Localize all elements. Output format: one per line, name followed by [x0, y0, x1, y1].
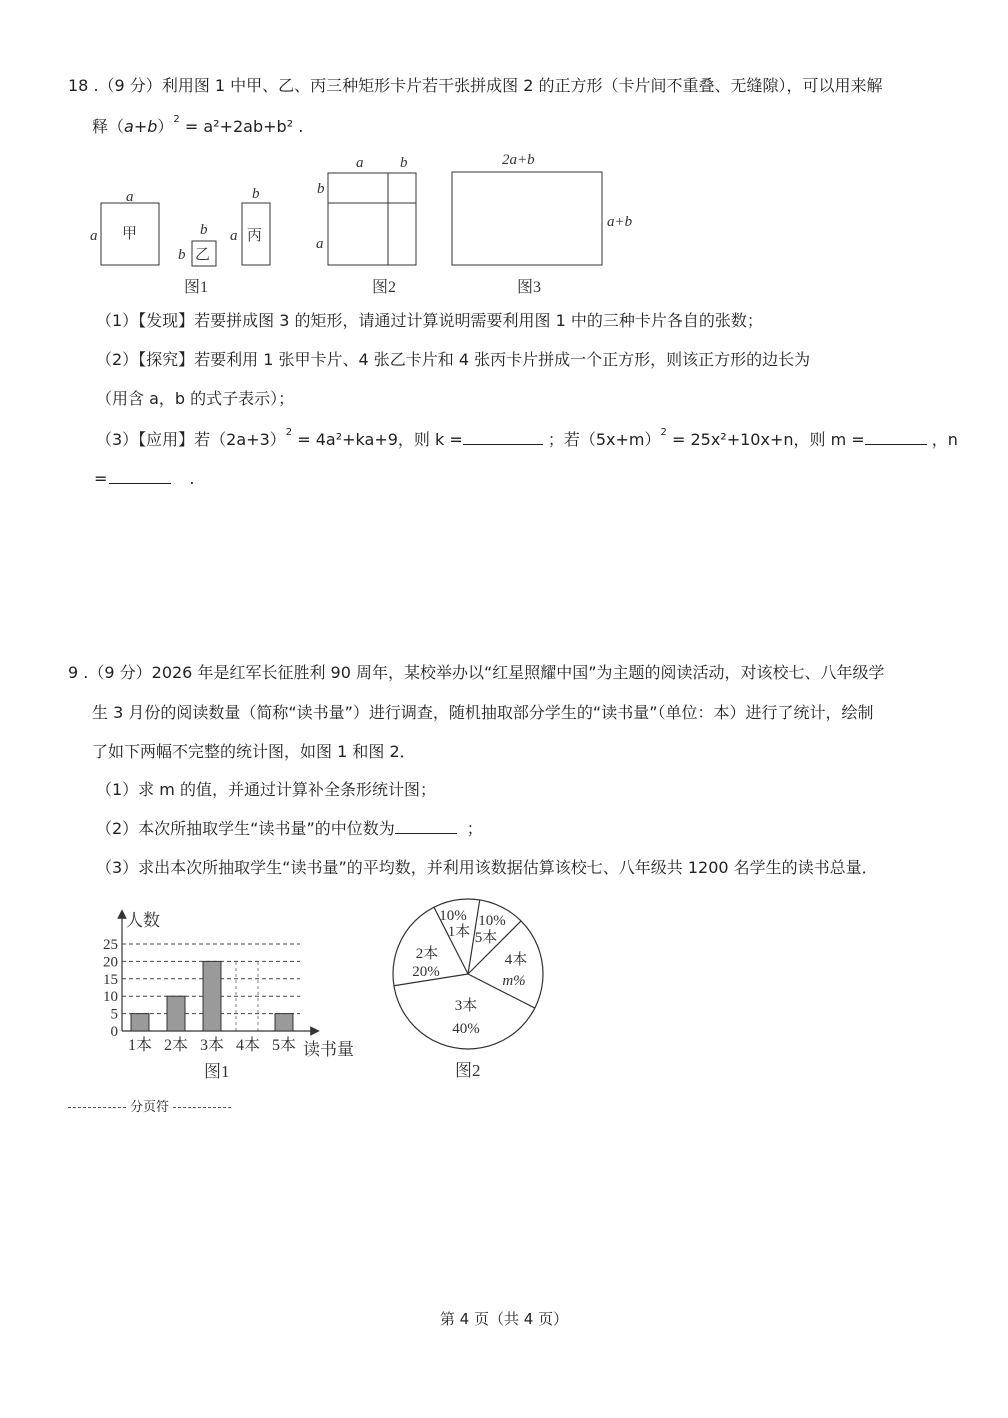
- bar-2: [167, 996, 185, 1031]
- q18-identity-lhs: a+b: [124, 117, 158, 136]
- answer-blank-m[interactable]: [865, 430, 927, 445]
- bar-xtick-label: 2本: [163, 1037, 189, 1054]
- q18-number: 18: [68, 76, 89, 95]
- q19-points: （9 分）: [88, 663, 152, 682]
- fig1-yi-top-b: b: [200, 222, 208, 238]
- q18-part1: （1）【发现】若要拼成图 3 的矩形，请通过计算说明需要利用图 1 中的三种卡片各自的张数；: [96, 311, 763, 330]
- fig2-square: [316, 155, 416, 265]
- answer-blank-n[interactable]: [109, 469, 171, 484]
- pie-label-1-pct: 10%: [439, 908, 467, 924]
- q18-p3-b: = 4a²+ka+9，则 k =: [297, 430, 463, 449]
- fig1-card-jia: [90, 189, 159, 265]
- q18-p3-f: =: [94, 469, 108, 488]
- q18-explain-prefix: 释（: [92, 117, 125, 136]
- fig3-rectangle: [452, 152, 633, 265]
- q18-points: （9 分）: [98, 76, 162, 95]
- pie-label-4-name: 4本: [504, 952, 528, 968]
- page-break-text: 分页符: [130, 1100, 170, 1115]
- q19-part1: （1）求 m 的值，并通过计算补全条形统计图；: [96, 780, 436, 799]
- fig2-top-a: a: [356, 155, 364, 171]
- q19-number: 9: [68, 663, 79, 682]
- q19-part3: （3）求出本次所抽取学生“读书量”的平均数，并利用该数据估算该校七、八年级共 1200 名学生的读书总量．: [96, 858, 878, 877]
- q19-line3: 了如下两幅不完整的统计图，如图 1 和图 2．: [92, 742, 416, 761]
- q18-p3-c: ；若（5x+m）: [547, 430, 661, 449]
- pie-label-2-name: 2本: [415, 946, 439, 962]
- bar-caption: 图1: [204, 1062, 230, 1081]
- q19-line1: 9 .（9 分）2026 年是红军长征胜利 90 周年，某校举办以“红星照耀中国”为主题的阅读活动，对该校七、八年级学: [68, 663, 885, 682]
- bar-xtick-label: 5本: [271, 1037, 297, 1054]
- pie-label-2-pct: 20%: [412, 964, 440, 980]
- pie-label-5-name: 5本: [474, 930, 498, 946]
- fig1-top-a: a: [126, 189, 134, 205]
- fig1-yi-side-b: b: [178, 247, 186, 263]
- bar-xtick-label: 3本: [199, 1037, 225, 1054]
- q18-stem: 利用图 1 中甲、乙、丙三种矩形卡片若干张拼成图 2 的正方形（卡片间不重叠、无缝隙），可以用来解: [161, 76, 883, 95]
- q18-part3-line2: [94, 469, 195, 489]
- q19-part2: [96, 819, 483, 839]
- q18-identity-rhs: = a²+2ab+b² .: [184, 117, 304, 136]
- fig2-top-b: b: [400, 155, 408, 171]
- bar-ylabel: 人数: [126, 911, 160, 930]
- fig2-side-a: a: [316, 236, 324, 252]
- fig3-caption: 图3: [517, 279, 542, 296]
- q18-figures: [80, 148, 660, 298]
- q18-p3-g: .: [189, 469, 195, 488]
- bar-ytick-label: 5: [110, 1006, 118, 1023]
- bar-xtick-label: 4本: [235, 1037, 261, 1054]
- pie-label-4-pct: m%: [502, 973, 526, 989]
- fig1-bing-side-a: a: [230, 228, 238, 244]
- bar-ytick-label: 25: [103, 937, 118, 953]
- fig1-card-yi: [178, 222, 216, 266]
- q18-p3-a: （3）【应用】若（2a+3）: [96, 430, 286, 449]
- bar-ytick-label: 0: [110, 1024, 118, 1040]
- q18-stem-line1: 18 .（9 分）利用图 1 中甲、乙、丙三种矩形卡片若干张拼成图 2 的正方形（卡片间不重叠、无缝隙），可以用来解: [68, 76, 883, 95]
- q18-stem-line2: 释$(a+b)^2 = a^2+2ab+b^2$ .: [92, 114, 304, 136]
- bar-1: [131, 1014, 149, 1031]
- q18-part2-line1: （2）【探究】若要利用 1 张甲卡片、4 张乙卡片和 4 张丙卡片拼成一个正方形，则该正方形的边长为: [96, 350, 811, 369]
- q19-stem-1: 2026 年是红军长征胜利 90 周年，某校举办以“红星照耀中国”为主题的阅读活动，对该校七、八年级学: [151, 663, 885, 682]
- fig1-yi-text: 乙: [195, 247, 211, 263]
- answer-blank-median[interactable]: [395, 819, 457, 834]
- bar-ytick-label: 10: [103, 989, 118, 1006]
- bar-3: [203, 961, 221, 1031]
- fig1-jia-text: 甲: [122, 226, 138, 242]
- bar-xlabel: 读书量: [303, 1040, 354, 1059]
- q18-part2-line2: （用含 a，b 的式子表示）；: [96, 389, 295, 408]
- q19-line2: 生 3 月份的阅读数量（简称“读书量”）进行调查，随机抽取部分学生的“读书量”（单位：本）进行了统计，绘制: [92, 703, 874, 722]
- pie-label-3-pct: 40%: [452, 1021, 480, 1037]
- bar-xtick-label: 1本: [127, 1037, 153, 1054]
- q18-p3-e: ，n: [931, 430, 958, 449]
- fig2-side-b: b: [317, 181, 325, 197]
- fig1-bing-text: 丙: [247, 228, 263, 244]
- fig1-bing-top-b: b: [252, 186, 260, 202]
- pie-label-1-name: 1本: [447, 924, 471, 940]
- pie-caption: 图2: [455, 1061, 481, 1080]
- q18-part3-line1: （3）【应用】若$(2a+3)^2 = 4a^2+ka+9$，则 k = ；若$(5x+m)^2 = 25x^2+10x+n$，则 m = ，n: [96, 427, 958, 449]
- fig2-caption: 图2: [372, 279, 397, 296]
- page-footer: 第 4 页（共 4 页）: [439, 1310, 569, 1328]
- answer-blank-k[interactable]: [463, 430, 543, 445]
- q19-p2-end: ；: [466, 819, 483, 838]
- fig1-caption: 图1: [184, 279, 209, 296]
- fig3-top-label: 2a+b: [502, 152, 535, 168]
- pie-chart: [390, 896, 550, 1086]
- fig3-side-label: a+b: [607, 214, 633, 230]
- page-break-marker: [68, 1100, 231, 1116]
- pie-label-3-name: 3本: [454, 998, 478, 1014]
- pie-label-5-pct: 10%: [478, 913, 506, 929]
- bar-chart: [90, 900, 370, 1090]
- bar-ytick-label: 20: [103, 954, 118, 971]
- fig1-side-a: a: [90, 228, 98, 244]
- bar-ytick-label: 15: [103, 971, 118, 988]
- fig1-card-bing: [230, 186, 270, 265]
- bar-5: [275, 1014, 293, 1031]
- q19-p2-text: （2）本次所抽取学生“读书量”的中位数为: [96, 819, 395, 838]
- q18-p3-d: = 25x²+10x+n，则 m =: [671, 430, 865, 449]
